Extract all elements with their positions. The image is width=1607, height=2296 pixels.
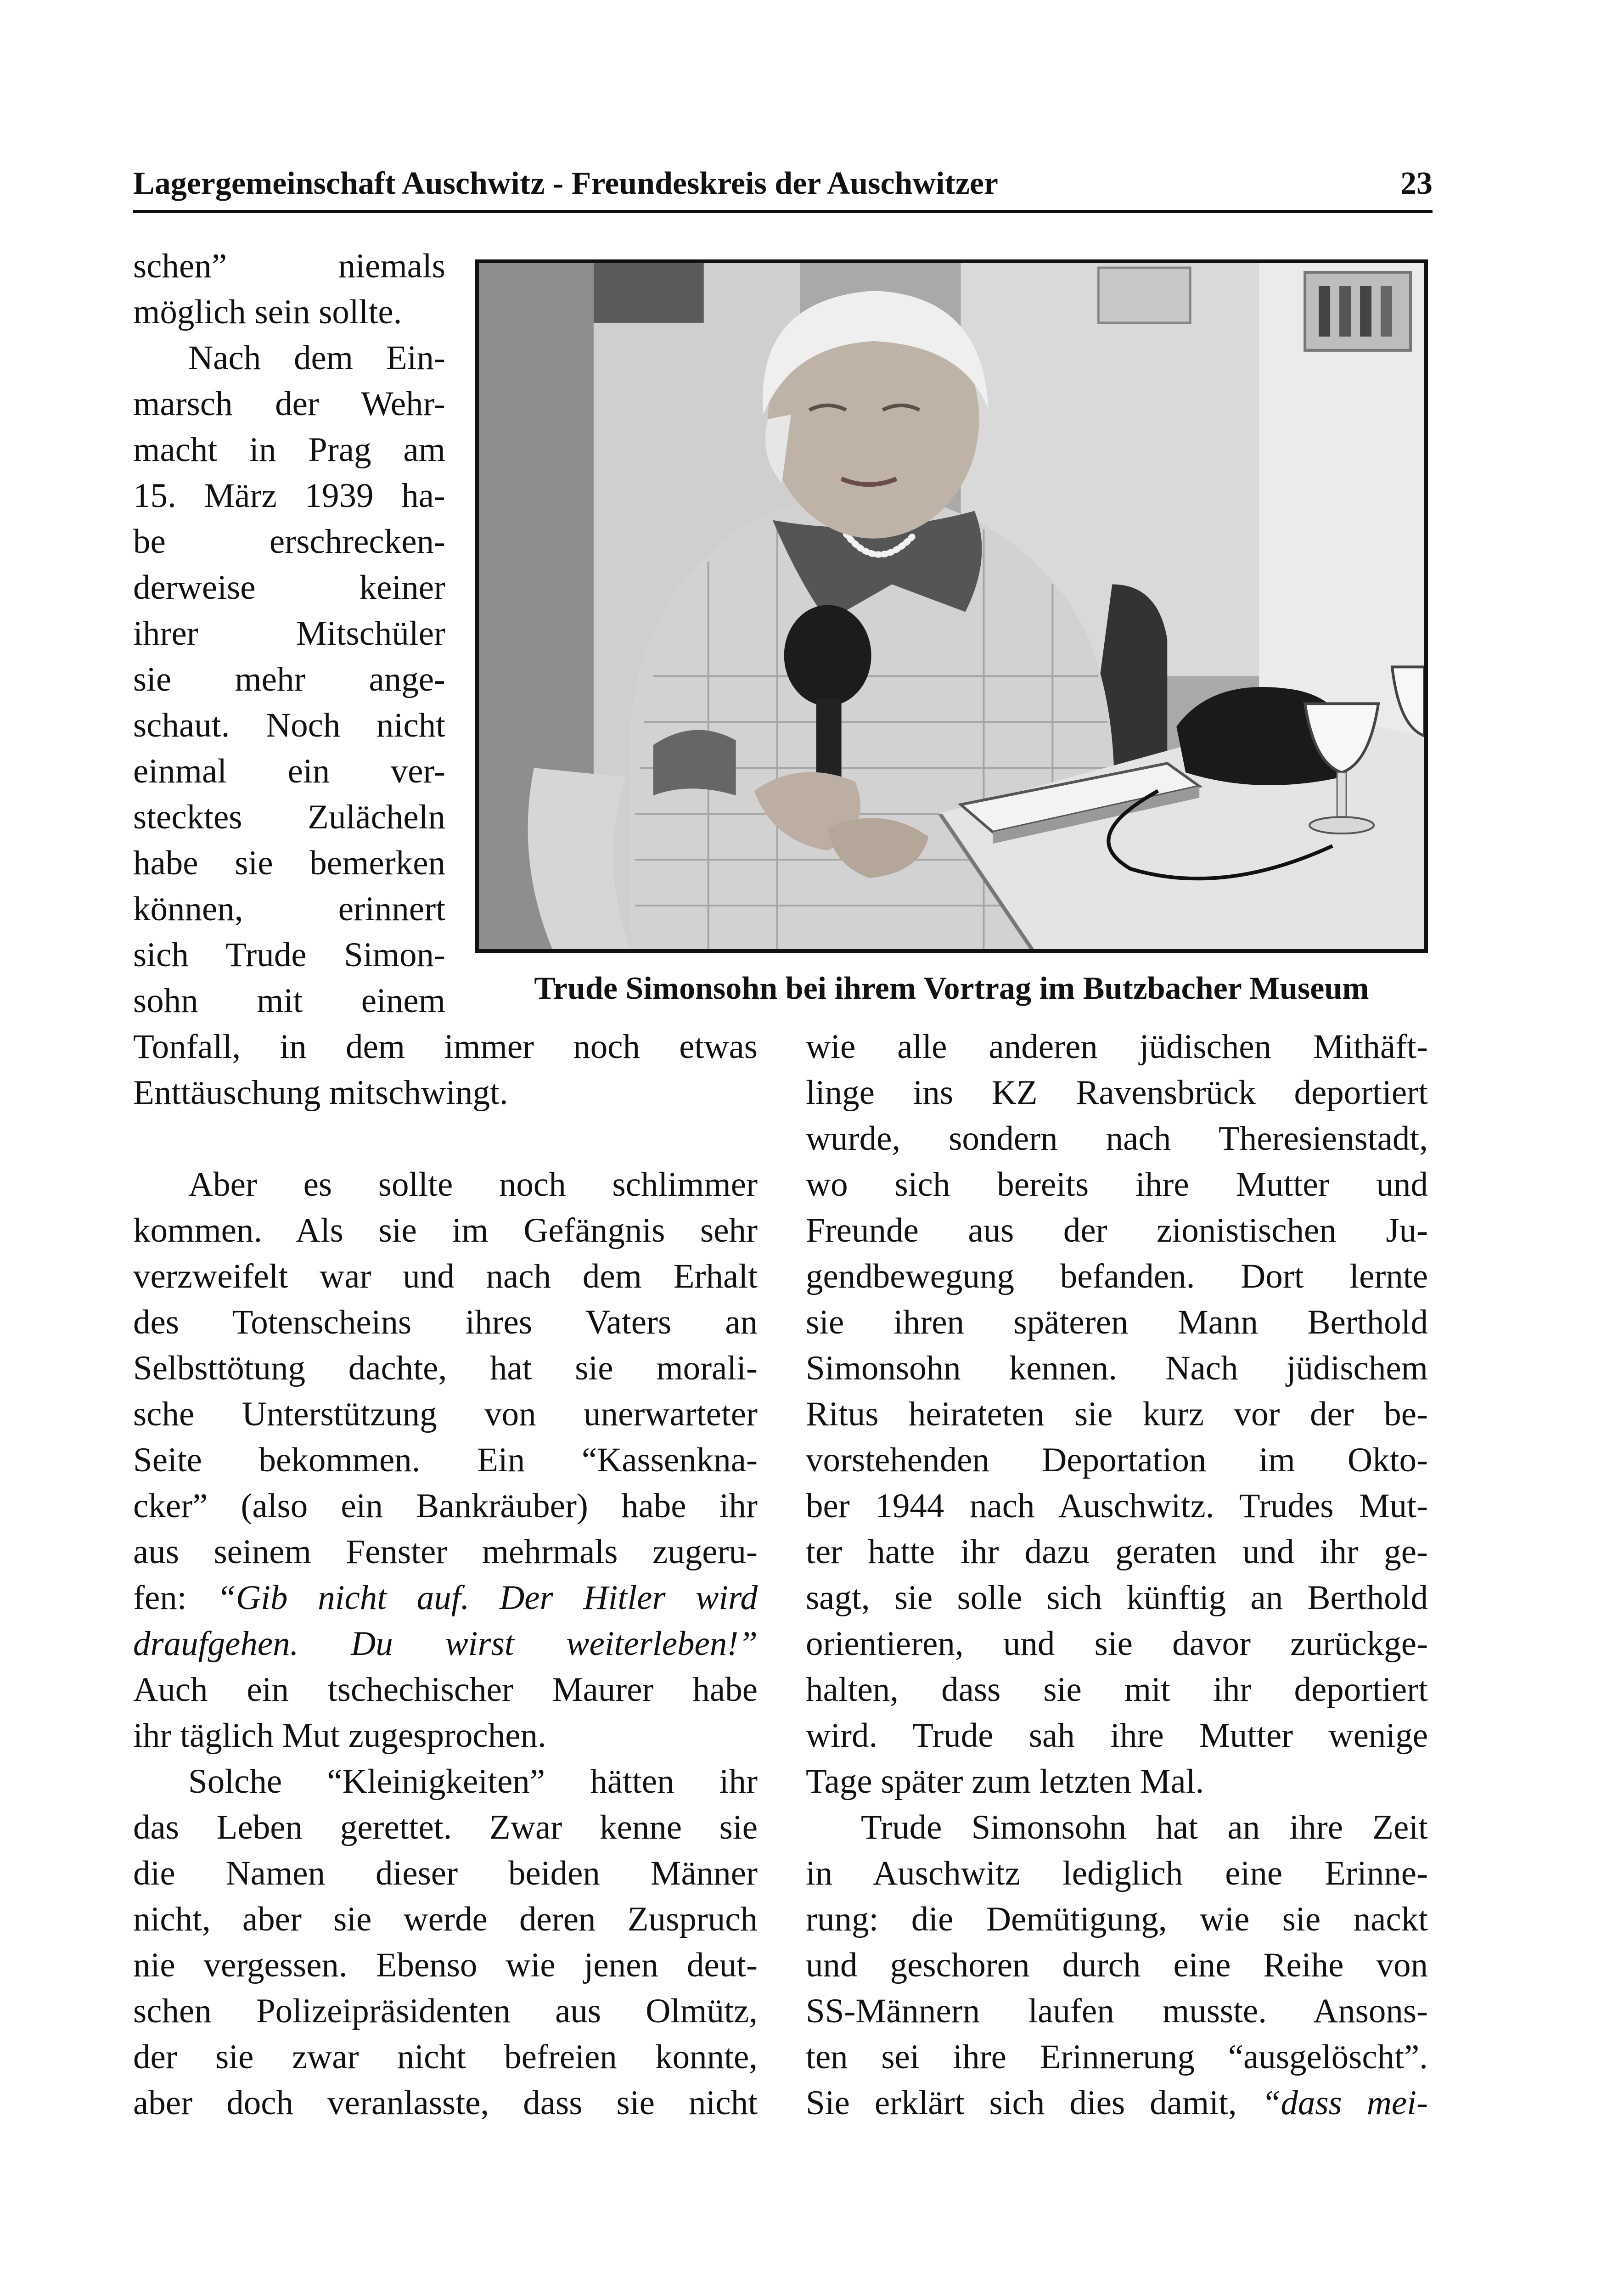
photo-illustration [479,263,1424,949]
text-line: marsch der Wehr- [133,385,445,423]
text-line [806,2080,1428,2126]
text-line: vorstehenden Deportation im Okto- [806,1441,1428,1479]
text-line: sich Trude Simon- [133,936,445,974]
text-line: das Leben gerettet. Zwar kenne sie [133,1808,758,1846]
narrow-column [133,243,445,1024]
text-line: aber doch veranlasste, dass sie nicht [133,2084,758,2122]
text-line: SS-Männern laufen musste. Ansons- [806,1992,1428,2030]
text-line: macht in Prag am [133,431,445,469]
text-line: gendbewegung befanden. Dort lernte [806,1257,1428,1295]
text-line: in Auschwitz lediglich eine Erinne- [806,1854,1428,1892]
page-number: 23 [1400,166,1433,201]
text-line: habe sie bemerken [133,844,445,882]
text-line: wurde, sondern nach Theresienstadt, [806,1120,1428,1158]
text-line: schaut. Noch nicht [133,706,445,744]
text-line: die Namen dieser beiden Männer [133,1854,758,1892]
text-line: nicht, aber sie werde deren Zuspruch [133,1900,758,1938]
text-line: können, erinnert [133,890,445,928]
text-line: Freunde aus der zionistischen Ju- [806,1211,1428,1249]
text-line: cker” (also ein Bankräuber) habe ihr [133,1487,758,1525]
text-line: derweise keiner [133,568,445,607]
text-line: 15. März 1939 ha- [133,477,445,515]
text-line: Enttäuschung mitschwingt. [133,1074,508,1112]
text-segment: Sie erklärt sich dies damit, [806,2084,1262,2122]
text-line: sohn mit einem [133,982,445,1020]
text-line: wird. Trude sah ihre Mutter wenige [806,1716,1428,1755]
text-line: Ritus heirateten sie kurz vor der be- [806,1395,1428,1433]
photo-caption: Trude Simonsohn bei ihrem Vortrag im Butzbacher Museum [534,971,1369,1006]
text-line: nie vergessen. Ebenso wie jenen deut- [133,1946,758,1984]
publication-title: Lagergemeinschaft Auschwitz - Freundeskreis der Auschwitzer [133,166,998,201]
text-line: des Totenscheins ihres Vaters an [133,1303,758,1341]
text-line: sagt, sie solle sich künftig an Berthold [806,1579,1428,1617]
text-line: sie ihren späteren Mann Berthold [806,1303,1428,1341]
right-column [806,1024,1428,2126]
text-line: der sie zwar nicht befreien konnte, [133,2038,758,2076]
text-line: Tage später zum letzten Mal. [806,1762,1204,1801]
text-line: kommen. Als sie im Gefängnis sehr [133,1211,758,1249]
quote-lead: fen: [133,1579,217,1617]
text-line: wie alle anderen jüdischen Mithäft- [806,1028,1428,1066]
text-line: wo sich bereits ihre Mutter und [806,1165,1428,1204]
page-header [133,158,1433,209]
paragraph-r2 [806,1805,1428,2126]
text-line: Aber es sollte noch schlimmer [188,1165,758,1204]
text-line: sche Unterstützung von unerwarteter [133,1395,758,1433]
quote-text: “Gib nicht auf. Der Hitler wird [217,1579,758,1617]
text-line: orientieren, und sie davor zurückge- [806,1625,1428,1663]
text-line: Trude Simonsohn hat an ihre Zeit [861,1808,1428,1846]
text-line: und geschoren durch eine Reihe von [806,1946,1428,1984]
text-line: Tonfall, in dem immer noch etwas [133,1028,758,1066]
text-line: verzweifelt war und nach dem Erhalt [133,1257,758,1295]
text-line: stecktes Zulächeln [133,798,445,836]
text-line: sie mehr ange- [133,660,445,698]
text-line: möglich sein sollte. [133,293,402,331]
text-line: linge ins KZ Ravensbrück deportiert [806,1074,1428,1112]
text-line: Seite bekommen. Ein “Kassenkna- [133,1441,758,1479]
quote-text: draufgehen. Du wirst weiterleben!” [133,1625,758,1663]
text-line: ihr täglich Mut zugesprochen. [133,1716,546,1755]
text-line: schen” niemals [133,247,445,285]
text-line: Nach dem Ein- [188,339,445,377]
text-line: Auch ein tschechischer Maurer habe [133,1671,758,1709]
text-line: rung: die Demütigung, wie sie nackt [806,1900,1428,1938]
text-line: be erschrecken- [133,523,445,561]
paragraph-2 [133,1162,758,1759]
text-line: einmal ein ver- [133,752,445,790]
text-line: Selbsttötung dachte, hat sie morali- [133,1349,758,1387]
text-line: Solche “Kleinigkeiten” hätten ihr [188,1762,758,1801]
paragraph-3 [133,1759,758,2126]
text-line: schen Polizeipräsidenten aus Olmütz, [133,1992,758,2030]
text-line: aus seinem Fenster mehrmals zugeru- [133,1533,758,1571]
left-column [133,1024,758,2126]
text-line: ber 1944 nach Auschwitz. Trudes Mut- [806,1487,1428,1525]
quote-text: “dass mei- [1261,2084,1428,2122]
text-line: ter hatte ihr dazu geraten und ihr ge- [806,1533,1428,1571]
text-line: ten sei ihre Erinnerung “ausgelöscht”. [806,2038,1428,2076]
text-line: Simonsohn kennen. Nach jüdischem [806,1349,1428,1387]
header-rule [133,210,1433,213]
text-line: ihrer Mitschüler [133,614,445,653]
paragraph-r1 [806,1024,1428,1805]
text-line [133,1575,758,1621]
article-photo [475,259,1428,953]
text-line: halten, dass sie mit ihr deportiert [806,1671,1428,1709]
